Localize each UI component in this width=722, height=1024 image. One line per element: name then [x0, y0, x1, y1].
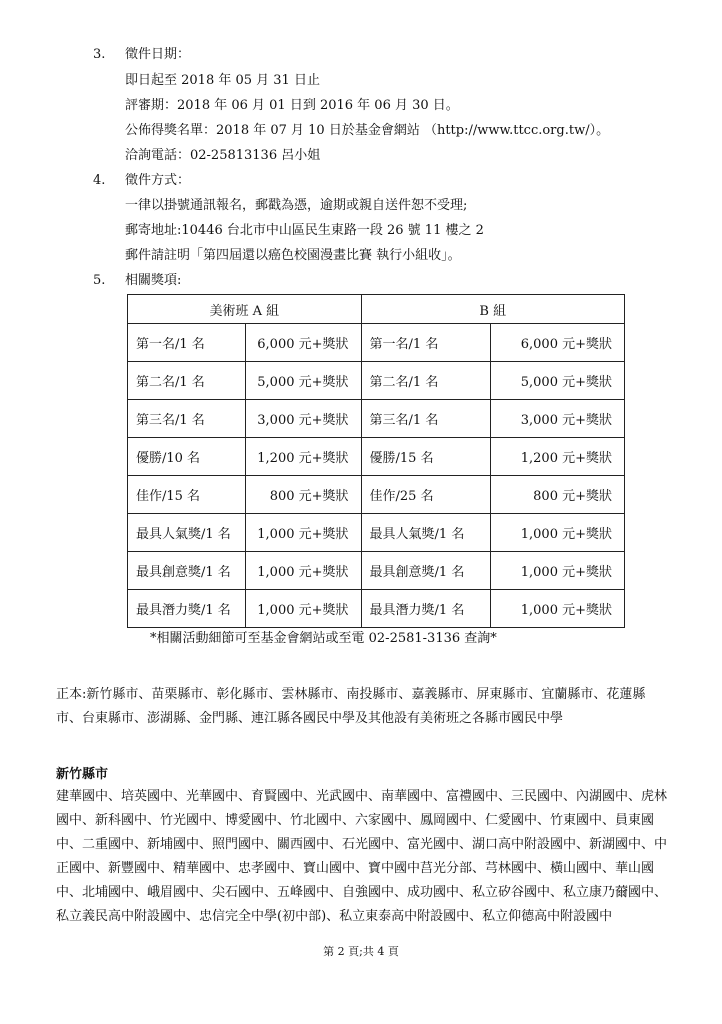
section-3-line: 洽詢電話：02-25813136 呂小姐 — [125, 148, 321, 163]
b-award-name: 最具創意獎/1 名 — [361, 552, 491, 590]
a-award-prize: 1,200 元+獎狀 — [245, 438, 361, 476]
b-award-prize: 5,000 元+獎狀 — [491, 362, 625, 400]
a-award-prize: 3,000 元+獎狀 — [245, 400, 361, 438]
b-award-name: 佳作/25 名 — [361, 476, 491, 514]
b-award-name: 第二名/1 名 — [361, 362, 491, 400]
table-header-row — [128, 295, 625, 324]
a-award-name: 最具人氣獎/1 名 — [128, 514, 246, 552]
section-3-line: 評審期：2018 年 06 月 01 日到 2016 年 06 月 30 日。 — [125, 98, 459, 113]
a-award-prize: 5,000 元+獎狀 — [245, 362, 361, 400]
b-award-prize: 1,000 元+獎狀 — [491, 514, 625, 552]
b-award-prize: 800 元+獎狀 — [491, 476, 625, 514]
b-award-prize: 6,000 元+獎狀 — [491, 324, 625, 362]
a-award-prize: 1,000 元+獎狀 — [245, 552, 361, 590]
b-award-prize: 1,000 元+獎狀 — [491, 590, 625, 628]
section-3-number: 3. — [93, 47, 106, 62]
a-award-name: 第二名/1 名 — [128, 362, 246, 400]
b-award-prize: 1,200 元+獎狀 — [491, 438, 625, 476]
section-3-line: 公佈得獎名單：2018 年 07 月 10 日於基金會網站 （http://www.ttcc.org.tw/）。 — [125, 123, 610, 138]
section-4-line: 郵件請註明「第四屆還以癌色校園漫畫比賽 執行小組收」。 — [125, 248, 461, 263]
header-group-a: 美術班 A 組 — [128, 295, 362, 324]
table-row — [128, 400, 625, 438]
table-row — [128, 324, 625, 362]
recipients-paragraph: 正本:新竹縣市、苗栗縣市、彰化縣市、雲林縣市、南投縣市、嘉義縣市、屏東縣市、宜蘭縣市、花蓮縣市、台東縣市、澎湖縣、金門縣、連江縣各國民中學及其他設有美術班之各縣市國民中學 — [56, 687, 646, 726]
a-award-prize: 1,000 元+獎狀 — [245, 590, 361, 628]
section-4-line: 一律以掛號通訊報名，郵戳為憑，逾期或親自送件恕不受理; — [125, 198, 468, 213]
b-award-prize: 1,000 元+獎狀 — [491, 552, 625, 590]
table-row — [128, 362, 625, 400]
section-3-line: 即日起至 2018 年 05 月 31 日止 — [125, 73, 320, 88]
section-5-title: 相關獎項: — [125, 273, 182, 288]
b-award-name: 第三名/1 名 — [361, 400, 491, 438]
a-award-name: 優勝/10 名 — [128, 438, 246, 476]
b-award-prize: 3,000 元+獎狀 — [491, 400, 625, 438]
county-heading: 新竹縣市 — [56, 767, 109, 782]
b-award-name: 最具潛力獎/1 名 — [361, 590, 491, 628]
section-4-line: 郵寄地址:10446 台北市中山區民生東路一段 26 號 11 樓之 2 — [125, 223, 484, 238]
table-row — [128, 476, 625, 514]
table-row — [128, 590, 625, 628]
table-row — [128, 438, 625, 476]
a-award-prize: 6,000 元+獎狀 — [245, 324, 361, 362]
table-row — [128, 552, 625, 590]
b-award-name: 第一名/1 名 — [361, 324, 491, 362]
table-row — [128, 514, 625, 552]
section-4-title: 徵件方式： — [125, 173, 191, 188]
a-award-name: 最具潛力獎/1 名 — [128, 590, 246, 628]
a-award-prize: 1,000 元+獎狀 — [245, 514, 361, 552]
section-5-number: 5. — [93, 273, 106, 288]
a-award-name: 佳作/15 名 — [128, 476, 246, 514]
b-award-name: 優勝/15 名 — [361, 438, 491, 476]
section-4-number: 4. — [93, 173, 106, 188]
section-3-title: 徵件日期： — [125, 47, 191, 62]
a-award-name: 最具創意獎/1 名 — [128, 552, 246, 590]
a-award-name: 第三名/1 名 — [128, 400, 246, 438]
a-award-name: 第一名/1 名 — [128, 324, 246, 362]
header-group-b: B 組 — [361, 295, 624, 324]
a-award-prize: 800 元+獎狀 — [245, 476, 361, 514]
contact-note: *相關活動細節可至基金會網站或至電 02-2581-3136 查詢* — [150, 631, 497, 646]
awards-table — [127, 294, 625, 628]
school-list: 建華國中、培英國中、光華國中、育賢國中、光武國中、南華國中、富禮國中、三民國中、內湖國中、虎林國中、新科國中、竹光國中、博愛國中、竹北國中、六家國中、鳳岡國中、仁愛國中、竹東國中、員東國中、二重國中、新埔國中、照門國中、關西國中、石光國中、富光國中、湖口高中附設國中、新湖國中、中正國中、新豐國中、精華國中、忠孝國中、寶山國中、寶中國中莒光分部、芎林國中、橫山國中、華山國中、北埔國中、峨眉國中、尖石國中、五峰國中、自強國中、成功國中、私立矽谷國中、私立康乃薾國中、私立義民高中附設國中、忠信完全中學(初中部)、私立東泰高中附設國中、私立仰德高中附設國中 — [56, 789, 668, 924]
b-award-name: 最具人氣獎/1 名 — [361, 514, 491, 552]
page-footer: 第 2 頁;共 4 頁 — [323, 945, 399, 958]
